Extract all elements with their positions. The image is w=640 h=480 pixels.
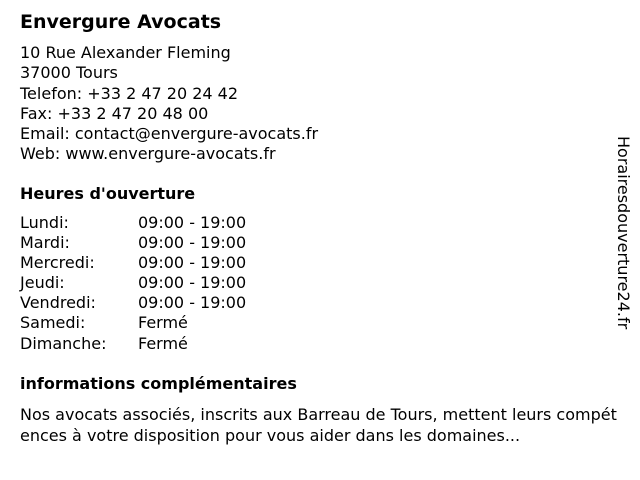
contact-block bbox=[20, 43, 318, 165]
hours-day: Mardi: bbox=[20, 233, 70, 253]
address-city: 37000 Tours bbox=[20, 63, 118, 83]
site-watermark: Horairesdouverture24.fr bbox=[614, 136, 633, 330]
opening-hours-heading: Heures d'ouverture bbox=[20, 184, 196, 203]
hours-row-monday bbox=[20, 213, 246, 233]
additional-info-heading: informations complémentaires bbox=[20, 374, 297, 393]
hours-row-tuesday bbox=[20, 233, 246, 253]
hours-row-friday bbox=[20, 293, 246, 313]
hours-time: 09:00 - 19:00 bbox=[138, 273, 247, 293]
hours-time: Fermé bbox=[138, 313, 188, 333]
hours-time: 09:00 - 19:00 bbox=[138, 293, 247, 313]
additional-info-text: Nos avocats associés, inscrits aux Barreau de Tours, mettent leurs compétences à votre disposition pour vous aider dans les domaines... bbox=[20, 405, 617, 445]
website-line: Web: www.envergure-avocats.fr bbox=[20, 144, 276, 164]
hours-row-sunday bbox=[20, 334, 246, 354]
email-line: Email: contact@envergure-avocats.fr bbox=[20, 124, 319, 144]
phone-line: Telefon: +33 2 47 20 24 42 bbox=[20, 83, 239, 103]
hours-day: Vendredi: bbox=[20, 293, 96, 313]
hours-day: Jeudi: bbox=[20, 273, 65, 293]
hours-time: 09:00 - 19:00 bbox=[138, 253, 247, 273]
hours-day: Lundi: bbox=[20, 213, 69, 232]
opening-hours-table bbox=[20, 213, 246, 354]
hours-day: Mercredi: bbox=[20, 253, 95, 273]
hours-day: Dimanche: bbox=[20, 333, 107, 353]
address-street: 10 Rue Alexander Fleming bbox=[20, 43, 231, 62]
hours-row-thursday bbox=[20, 273, 246, 293]
hours-time: 09:00 - 19:00 bbox=[138, 233, 247, 253]
fax-line: Fax: +33 2 47 20 48 00 bbox=[20, 103, 209, 123]
hours-day: Samedi: bbox=[20, 313, 86, 333]
hours-row-wednesday bbox=[20, 253, 246, 273]
hours-row-saturday bbox=[20, 313, 246, 333]
hours-time: Fermé bbox=[138, 333, 188, 353]
hours-time: 09:00 - 19:00 bbox=[138, 213, 247, 232]
business-name: Envergure Avocats bbox=[20, 11, 222, 33]
